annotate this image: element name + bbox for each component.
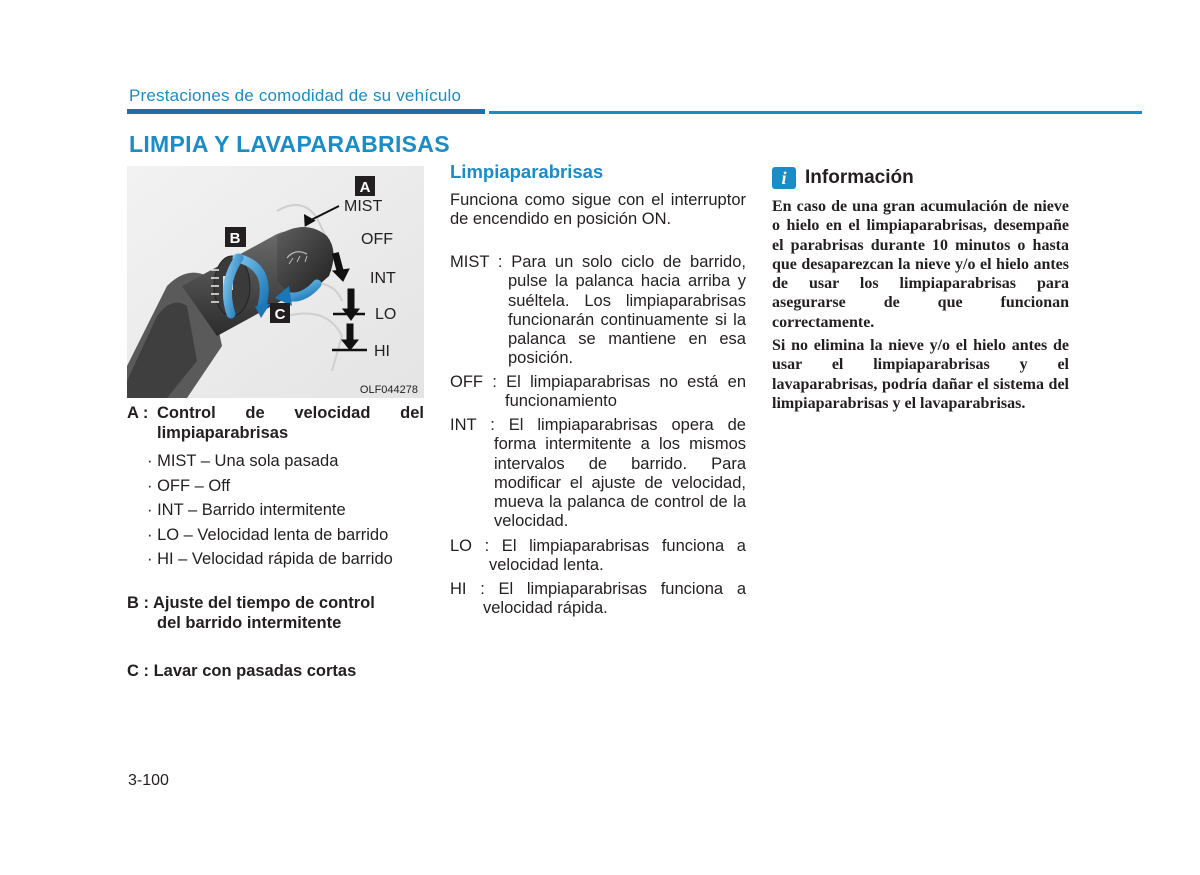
callout-b: B [229, 230, 241, 247]
legend-a-bullets [127, 449, 424, 572]
bullet-int: · INT – Barrido intermitente [147, 501, 346, 519]
def-off-first: OFF : El limpiaparabrisas no está en [450, 373, 746, 391]
legend-a-line1: Control de velocidad del [157, 404, 424, 422]
def-int-first: INT : El limpiaparabrisas opera de [450, 416, 746, 434]
figure-code: OLF044278 [359, 384, 418, 396]
def-mist-first: MIST : Para un solo ciclo de barrido, [450, 253, 746, 271]
def-int [450, 416, 746, 532]
header-rule-light [489, 111, 1142, 114]
def-lo-first: LO : El limpiaparabrisas funciona a [450, 537, 746, 555]
def-off [450, 373, 746, 412]
bullet-lo: · LO – Velocidad lenta de barrido [147, 525, 389, 544]
info-icon: i [772, 167, 796, 189]
position-label-int: INT [370, 270, 396, 287]
legend-b-line2: del barrido intermitente [157, 613, 342, 632]
def-hi [450, 580, 746, 619]
def-lo-rest: velocidad lenta. [489, 556, 604, 575]
legend-a [127, 404, 424, 572]
callout-a: A [359, 179, 371, 196]
page-number: 3-100 [128, 772, 169, 789]
position-label-off: OFF [361, 231, 393, 248]
wiper-lever-illustration [127, 166, 424, 398]
def-hi-rest: velocidad rápida. [483, 599, 608, 618]
def-lo [450, 537, 746, 576]
wiper-lever-figure [127, 166, 424, 398]
def-hi-first: HI : El limpiaparabrisas funciona a [450, 580, 746, 598]
def-mist [450, 253, 746, 369]
def-off-rest: funcionamiento [505, 392, 617, 411]
info-paragraph-1: En caso de una gran acumulación de nieve o hielo en el limpiaparabrisas, desempañe el parabrisas durante 10 minutos o hasta que desaparezcan la nieve y/o el hielo antes de usar los limpiaparabrisas para asegurarse de que funcionan correctamente. [772, 198, 1069, 331]
def-mist-rest: pulse la palanca hacia arriba y suéltela. Los limpiaparabrisas funcionarán continuamente si la palanca se mantiene en esa posición. [508, 272, 746, 368]
subsection-title: Limpiaparabrisas [450, 161, 604, 182]
info-paragraph-2: Si no elimina la nieve y/o el hielo antes de usar el limpiaparabrisas y el lavaparabrisas, podría dañar el sistema del limpiaparabrisas y el lavaparabrisas. [772, 337, 1069, 412]
legend-b-line1: B : Ajuste del tiempo de control [127, 594, 375, 612]
bullet-mist: · MIST – Una sola pasada [147, 452, 339, 470]
position-label-mist: MIST [344, 198, 383, 215]
position-label-lo: LO [375, 306, 397, 323]
callout-c: C [274, 306, 286, 323]
section-title: LIMPIA Y LAVAPARABRISAS [129, 131, 450, 157]
legend-c: C : Lavar con pasadas cortas [127, 662, 357, 680]
def-int-rest: forma intermitente a los mismos intervalos de barrido. Para modificar el ajuste de velocidad, mueva la palanca de control de la velocidad. [494, 435, 746, 531]
legend-a-line2: limpiaparabrisas [157, 423, 289, 442]
info-title: Información [805, 167, 914, 188]
legend-a-key: A : [127, 404, 149, 422]
legend-b [127, 594, 424, 633]
running-header: Prestaciones de comodidad de su vehículo [129, 86, 462, 105]
header-rule-dark [127, 109, 485, 114]
bullet-off: · OFF – Off [147, 476, 231, 495]
bullet-hi: · HI – Velocidad rápida de barrido [147, 550, 393, 568]
position-label-hi: HI [374, 343, 390, 360]
intro-paragraph: Funciona como sigue con el interruptor de encendido en posición ON. [450, 191, 746, 229]
